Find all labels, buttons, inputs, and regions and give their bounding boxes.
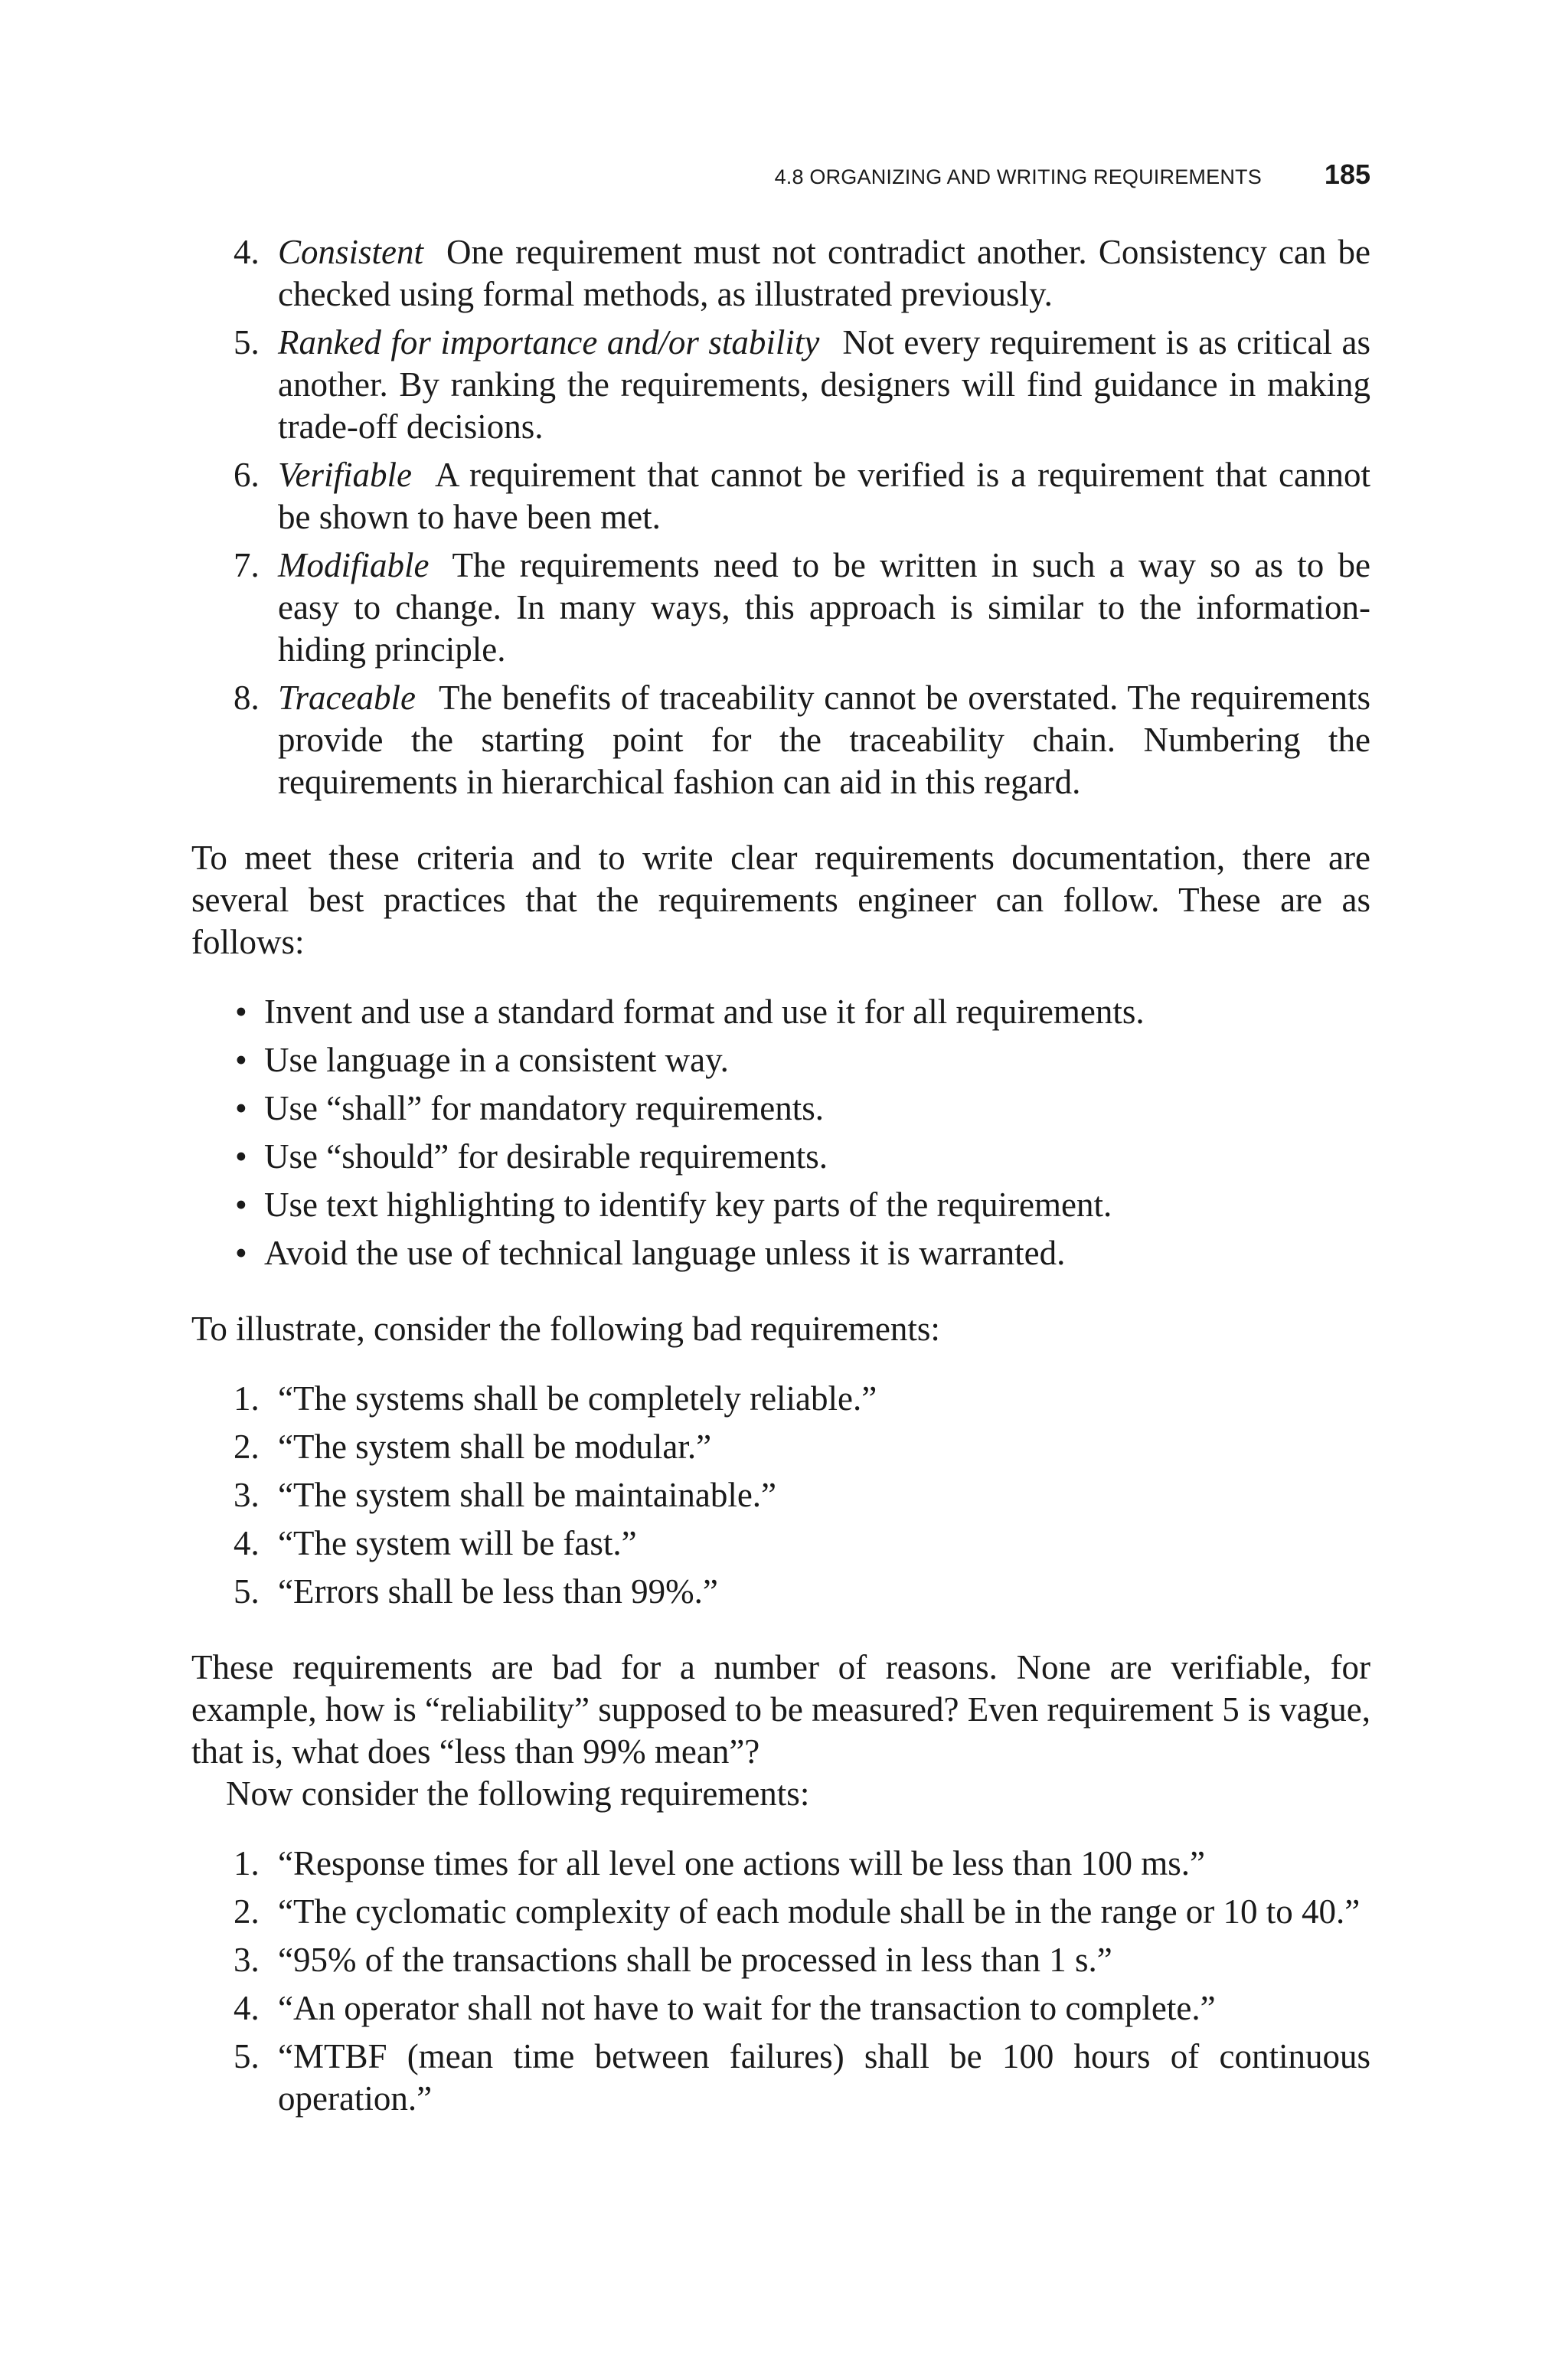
criterion-term: Ranked for importance and/or stability xyxy=(278,323,820,361)
requirement-text: “95% of the transactions shall be processed in less than 1 s.” xyxy=(278,1941,1112,1979)
criteria-item xyxy=(191,677,1370,803)
criteria-list xyxy=(191,231,1370,803)
requirement-text: “The system shall be maintainable.” xyxy=(278,1476,777,1514)
item-number: 1. xyxy=(234,1844,260,1882)
list-item xyxy=(191,1088,1370,1130)
criterion-term: Modifiable xyxy=(278,546,430,584)
item-number: 6. xyxy=(234,456,260,494)
best-practices-list xyxy=(191,991,1370,1274)
requirement-text: “Response times for all level one actions will be less than 100 ms.” xyxy=(278,1844,1205,1882)
list-item xyxy=(191,1136,1370,1178)
list-item xyxy=(191,1232,1370,1274)
list-item-text: Invent and use a standard format and use it for all requirements. xyxy=(264,993,1145,1031)
list-item xyxy=(191,1426,1370,1468)
list-item xyxy=(191,2036,1370,2120)
list-item xyxy=(191,991,1370,1033)
running-head xyxy=(775,153,1370,199)
criterion-text: Not every requirement is as critical as another. By ranking the requirements, designers will find guidance in making trade-off decisions. xyxy=(278,323,1370,446)
item-number: 4. xyxy=(234,1989,260,2027)
paragraph-good-intro: Now consider the following requirements: xyxy=(226,1774,810,1813)
paragraph-best-practices: To meet these criteria and to write clear requirements documentation, there are several best practices that the requirements engineer can follow. These are as follows: xyxy=(191,839,1370,961)
bullet-icon: • xyxy=(235,1234,247,1272)
bullet-icon: • xyxy=(235,1137,247,1176)
list-item xyxy=(191,1378,1370,1420)
bullet-icon: • xyxy=(235,1089,247,1127)
criterion-term: Traceable xyxy=(278,679,416,717)
item-number: 3. xyxy=(234,1476,260,1514)
list-item-text: Use language in a consistent way. xyxy=(264,1041,729,1079)
criterion-text: The benefits of traceability cannot be overstated. The requirements provide the starting point for the traceability chain. Numbering the requirements in hierarchical fashion can aid in this regard. xyxy=(278,679,1370,801)
requirement-text: “Errors shall be less than 99%.” xyxy=(278,1572,718,1611)
criteria-item xyxy=(191,322,1370,448)
criteria-item xyxy=(191,454,1370,538)
criterion-text: A requirement that cannot be verified is a requirement that cannot be shown to have been met. xyxy=(278,456,1370,536)
list-item xyxy=(191,1939,1370,1981)
item-number: 5. xyxy=(234,2037,260,2075)
requirement-text: “The system shall be modular.” xyxy=(278,1428,712,1466)
item-number: 1. xyxy=(234,1379,260,1418)
paragraph-bad-intro: To illustrate, consider the following bad requirements: xyxy=(191,1310,940,1348)
list-item-text: Avoid the use of technical language unless it is warranted. xyxy=(264,1234,1066,1272)
list-item xyxy=(191,1571,1370,1613)
item-number: 2. xyxy=(234,1892,260,1931)
bullet-icon: • xyxy=(235,993,247,1031)
criterion-term: Verifiable xyxy=(278,456,412,494)
list-item xyxy=(191,1843,1370,1885)
paragraph-bad-reason: These requirements are bad for a number of reasons. None are verifiable, for example, how is “reliability” supposed to be measured? Even requirement 5 is vague, that is, what does “less than 99% mean”? xyxy=(191,1648,1370,1771)
good-requirements-list xyxy=(191,1843,1370,2120)
requirement-text: “An operator shall not have to wait for the transaction to complete.” xyxy=(278,1989,1216,2027)
item-number: 7. xyxy=(234,546,260,584)
list-item xyxy=(191,1039,1370,1081)
bullet-icon: • xyxy=(235,1041,247,1079)
item-number: 3. xyxy=(234,1941,260,1979)
list-item-text: Use “shall” for mandatory requirements. xyxy=(264,1089,824,1127)
list-item xyxy=(191,1891,1370,1933)
item-number: 4. xyxy=(234,233,260,271)
item-number: 5. xyxy=(234,323,260,361)
criteria-item xyxy=(191,545,1370,671)
requirement-text: “The systems shall be completely reliable.” xyxy=(278,1379,877,1418)
item-number: 4. xyxy=(234,1524,260,1562)
item-number: 2. xyxy=(234,1428,260,1466)
running-head-section: 4.8 ORGANIZING AND WRITING REQUIREMENTS xyxy=(774,165,1262,188)
list-item xyxy=(191,1523,1370,1565)
requirement-text: “The cyclomatic complexity of each module shall be in the range or 10 to 40.” xyxy=(278,1892,1361,1931)
item-number: 5. xyxy=(234,1572,260,1611)
requirement-text: “The system will be fast.” xyxy=(278,1524,637,1562)
criterion-text: One requirement must not contradict another. Consistency can be checked using formal methods, as illustrated previously. xyxy=(278,233,1370,313)
criterion-term: Consistent xyxy=(278,233,424,271)
item-number: 8. xyxy=(234,679,260,717)
criteria-item xyxy=(191,231,1370,316)
criterion-text: The requirements need to be written in such a way so as to be easy to change. In many ways, this approach is similar to the information-hiding principle. xyxy=(278,546,1370,669)
requirement-text: “MTBF (mean time between failures) shall be 100 hours of continuous operation.” xyxy=(278,2037,1370,2118)
list-item-text: Use “should” for desirable requirements. xyxy=(264,1137,828,1176)
list-item xyxy=(191,1474,1370,1516)
bad-requirements-list xyxy=(191,1378,1370,1613)
list-item xyxy=(191,1184,1370,1226)
page-number: 185 xyxy=(1324,159,1370,190)
list-item-text: Use text highlighting to identify key parts of the requirement. xyxy=(264,1186,1112,1224)
body-text xyxy=(191,231,1370,2126)
list-item xyxy=(191,1987,1370,2029)
bullet-icon: • xyxy=(235,1186,247,1224)
